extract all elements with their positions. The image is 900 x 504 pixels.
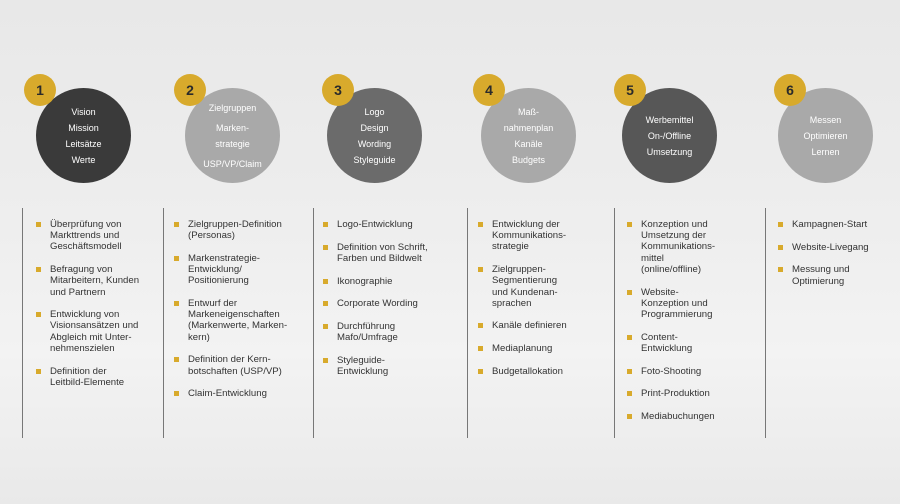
step-circle-label: Kanäle — [514, 138, 543, 149]
task-list-item: Logo-Entwicklung — [323, 219, 451, 230]
task-list-item: Markenstrategie- Entwicklung/ Positionierung — [174, 253, 302, 287]
step-circle-label: Optimieren — [803, 130, 848, 141]
column-divider — [614, 208, 615, 438]
task-list — [323, 219, 451, 389]
task-list-item: Budgetallokation — [478, 366, 596, 377]
step-circle-label: On-/Offline — [647, 130, 692, 141]
task-list-item: Zielgruppen-Definition (Personas) — [174, 219, 302, 241]
task-list-item: Messung und Optimierung — [778, 264, 893, 286]
task-list-item: Konzeption und Umsetzung der Kommunikations- mittel (online/offline) — [627, 219, 745, 275]
task-list-item: Ikonographie — [323, 276, 451, 287]
task-list-item: Corporate Wording — [323, 298, 451, 309]
task-list — [478, 219, 596, 389]
column-divider — [163, 208, 164, 438]
task-list — [778, 219, 893, 298]
column-divider — [467, 208, 468, 438]
task-list-item: Website- Konzeption und Programmierung — [627, 287, 745, 321]
step-circle-label: Styleguide — [353, 154, 396, 165]
column-divider — [765, 208, 766, 438]
step-number-badge: 4 — [473, 74, 505, 106]
step-circle-label: USP/VP/Claim — [203, 158, 262, 169]
step-circle-label: Maß- — [518, 106, 539, 117]
step-circle-label: Leitsätze — [65, 138, 102, 149]
step-number-badge: 2 — [174, 74, 206, 106]
step-circle-label: Mission — [68, 122, 99, 133]
column-divider — [313, 208, 314, 438]
task-list-item: Foto-Shooting — [627, 366, 745, 377]
step-circle-label: Umsetzung — [646, 146, 693, 157]
task-list-item: Kampagnen-Start — [778, 219, 893, 230]
task-list-item: Styleguide- Entwicklung — [323, 355, 451, 377]
step-circle-label: Messen — [809, 114, 842, 125]
task-list-item: Claim-Entwicklung — [174, 388, 302, 399]
step-circle-label: Marken- — [215, 122, 249, 133]
task-list-item: Zielgruppen- Segmentierung und Kundenan- sprachen — [478, 264, 596, 309]
column-divider — [22, 208, 23, 438]
task-list-item: Definition von Schrift, Farben und Bildwelt — [323, 242, 451, 264]
step-circle-label: Vision — [71, 106, 96, 117]
step-circle-label: Zielgruppen — [208, 102, 257, 113]
step-circle-label: Werte — [71, 154, 96, 165]
task-list — [627, 219, 745, 434]
task-list-item: Mediabuchungen — [627, 411, 745, 422]
step-number-badge: 6 — [774, 74, 806, 106]
task-list-item: Entwurf der Markeneigenschaften (Markenwerte, Marken- kern) — [174, 298, 302, 343]
task-list-item: Kanäle definieren — [478, 320, 596, 331]
step-circle-label: Budgets — [511, 154, 546, 165]
task-list-item: Content- Entwicklung — [627, 332, 745, 354]
task-list-item: Website-Livegang — [778, 242, 893, 253]
task-list-item: Definition der Leitbild-Elemente — [36, 366, 161, 388]
task-list — [174, 219, 302, 411]
task-list-item: Definition der Kern- botschaften (USP/VP) — [174, 354, 302, 376]
task-list-item: Mediaplanung — [478, 343, 596, 354]
step-number-badge: 5 — [614, 74, 646, 106]
task-list-item: Befragung von Mitarbeitern, Kunden und Partnern — [36, 264, 161, 298]
task-list — [36, 219, 161, 399]
task-list-item: Print-Produktion — [627, 388, 745, 399]
step-circle-label: Werbemittel — [645, 114, 694, 125]
step-circle-label: Wording — [357, 138, 392, 149]
step-number-badge: 3 — [322, 74, 354, 106]
step-circle-label: Logo — [364, 106, 385, 117]
step-circle-label: Design — [360, 122, 389, 133]
step-circle-label: Lernen — [811, 146, 840, 157]
step-circle-label: nahmenplan — [503, 122, 554, 133]
task-list-item: Entwicklung der Kommunikations- strategie — [478, 219, 596, 253]
step-circle-label: strategie — [215, 138, 250, 149]
step-number-badge: 1 — [24, 74, 56, 106]
task-list-item: Überprüfung von Markttrends und Geschäftsmodell — [36, 219, 161, 253]
task-list-item: Entwicklung von Visionsansätzen und Abgleich mit Unter- nehmenszielen — [36, 309, 161, 354]
task-list-item: Durchführung Mafo/Umfrage — [323, 321, 451, 343]
